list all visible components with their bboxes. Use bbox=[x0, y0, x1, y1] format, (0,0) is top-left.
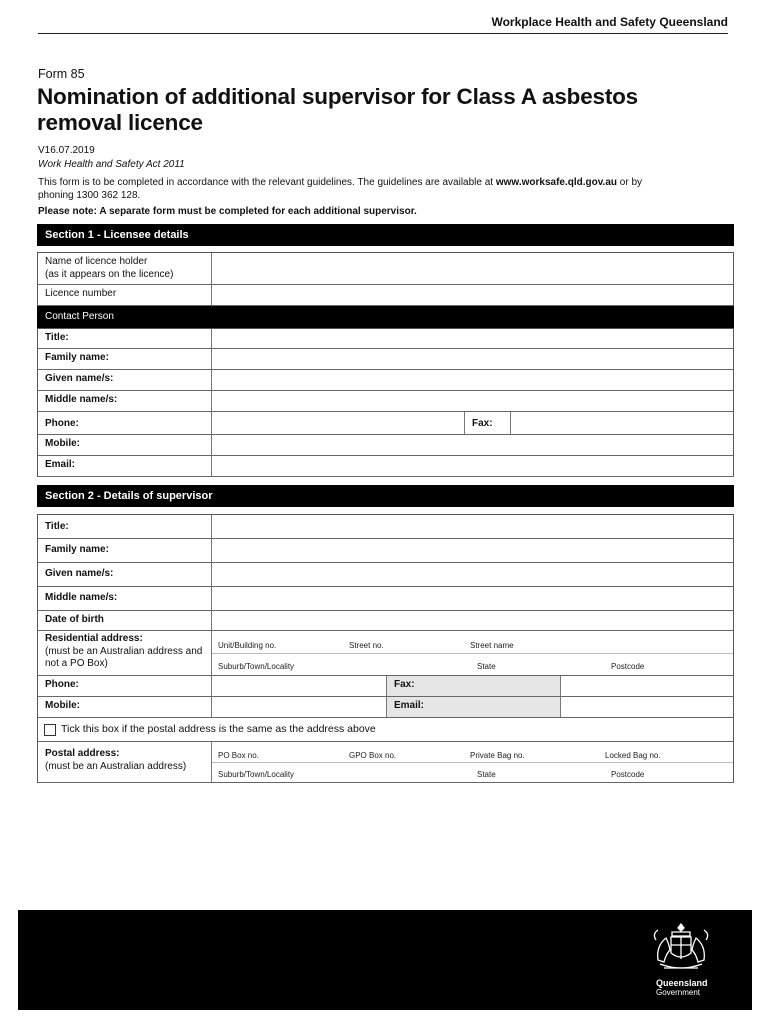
queensland-crest-icon bbox=[650, 920, 712, 976]
s2-title-field[interactable] bbox=[212, 515, 733, 538]
s1-email-row bbox=[37, 456, 734, 477]
s2-given-label: Given name/s: bbox=[38, 563, 212, 586]
s2-res-divider bbox=[212, 653, 733, 654]
s2-dob-field[interactable] bbox=[212, 611, 733, 630]
s2-given-field[interactable] bbox=[212, 563, 733, 586]
section1-heading: Section 1 - Licensee details bbox=[37, 224, 734, 246]
holder-row bbox=[37, 252, 734, 285]
s2-postal-label-text: Postal address: bbox=[45, 748, 120, 759]
s2-postal-postcode-label: Postcode bbox=[611, 770, 645, 779]
s2-family-row bbox=[37, 539, 734, 563]
licence-row bbox=[37, 285, 734, 306]
s1-phone-row bbox=[37, 412, 734, 435]
s2-dob-row bbox=[37, 611, 734, 631]
s2-postal-state-label: State bbox=[477, 770, 496, 779]
s2-pobox-label: PO Box no. bbox=[218, 751, 259, 760]
s1-title-row bbox=[37, 328, 734, 349]
guidelines-link[interactable]: www.worksafe.qld.gov.au bbox=[495, 177, 617, 188]
s2-fax-label-cell bbox=[386, 676, 560, 696]
contact-person-bar: Contact Person bbox=[37, 306, 734, 328]
s2-phone-field[interactable] bbox=[212, 676, 733, 696]
s1-middle-label: Middle name/s: bbox=[38, 391, 212, 411]
s1-given-field[interactable] bbox=[212, 370, 733, 390]
s2-postal-sublabel: (must be an Australian address) bbox=[45, 760, 187, 772]
s2-fax-field[interactable] bbox=[560, 676, 733, 696]
s1-middle-field[interactable] bbox=[212, 391, 733, 411]
s1-title-field[interactable] bbox=[212, 329, 733, 348]
s1-fax-field[interactable] bbox=[510, 412, 733, 434]
s2-postal-row bbox=[37, 742, 734, 783]
brand-government: Government bbox=[656, 988, 701, 997]
s2-postal-divider bbox=[212, 762, 733, 763]
s1-family-label: Family name: bbox=[38, 349, 212, 369]
s2-residential-row bbox=[37, 631, 734, 676]
postal-same-label: Tick this box if the postal address is the same as the address above bbox=[61, 723, 376, 735]
s2-postcode-label: Postcode bbox=[611, 662, 645, 671]
s2-family-label: Family name: bbox=[38, 539, 212, 562]
note: Please note: A separate form must be completed for each additional supervisor. bbox=[38, 206, 417, 217]
s1-mobile-label: Mobile: bbox=[38, 435, 212, 455]
s2-phone-row bbox=[37, 676, 734, 697]
s2-res-label-text: Residential address: bbox=[45, 633, 143, 644]
s1-family-row bbox=[37, 349, 734, 370]
s1-family-field[interactable] bbox=[212, 349, 733, 369]
brand-name: Queensland bbox=[656, 978, 708, 988]
s2-middle-row bbox=[37, 587, 734, 611]
s2-residential-label bbox=[38, 631, 212, 675]
act-name: Work Health and Safety Act 2011 bbox=[38, 159, 185, 170]
licence-field[interactable] bbox=[212, 285, 733, 305]
section2-heading: Section 2 - Details of supervisor bbox=[37, 485, 734, 507]
s2-postal-field[interactable] bbox=[212, 742, 733, 782]
s2-state-label: State bbox=[477, 662, 496, 671]
s1-email-field[interactable] bbox=[212, 456, 733, 476]
holder-label bbox=[38, 253, 212, 284]
instructions bbox=[38, 176, 678, 202]
s1-fax-label-cell bbox=[464, 412, 510, 434]
s2-email-label: Email: bbox=[394, 700, 425, 711]
s2-email-label-cell bbox=[386, 697, 560, 717]
s2-streetname-label: Street name bbox=[470, 641, 514, 650]
s2-dob-label: Date of birth bbox=[38, 611, 212, 630]
licence-label: Licence number bbox=[38, 285, 212, 305]
footer-band bbox=[18, 910, 752, 1010]
s2-family-field[interactable] bbox=[212, 539, 733, 562]
holder-sublabel: (as it appears on the licence) bbox=[45, 268, 174, 280]
s2-postal-label bbox=[38, 742, 212, 782]
s1-fax-label: Fax: bbox=[472, 418, 493, 429]
s2-title-row bbox=[37, 514, 734, 539]
s2-unit-label: Unit/Building no. bbox=[218, 641, 277, 650]
s1-phone-label: Phone: bbox=[38, 412, 212, 434]
s2-streetno-label: Street no. bbox=[349, 641, 384, 650]
s2-gpobox-label: GPO Box no. bbox=[349, 751, 397, 760]
s2-mobile-label: Mobile: bbox=[38, 697, 212, 717]
s2-suburb-label: Suburb/Town/Locality bbox=[218, 662, 295, 671]
instructions-phone: or by phoning 1300 362 128. bbox=[38, 177, 643, 201]
s2-phone-label: Phone: bbox=[38, 676, 212, 696]
s1-email-label: Email: bbox=[38, 456, 212, 476]
s2-title-label: Title: bbox=[38, 515, 212, 538]
form-version: V16.07.2019 bbox=[38, 145, 95, 156]
page-header bbox=[38, 14, 728, 34]
s2-email-field[interactable] bbox=[560, 697, 733, 717]
holder-field[interactable] bbox=[212, 253, 733, 284]
s2-res-sublabel: (must be an Australian address and not a PO Box) bbox=[45, 645, 203, 669]
postal-same-checkbox[interactable] bbox=[44, 724, 56, 736]
s2-lockedbag-label: Locked Bag no. bbox=[605, 751, 661, 760]
s1-mobile-row bbox=[37, 435, 734, 456]
s1-middle-row bbox=[37, 391, 734, 412]
org-name: Workplace Health and Safety Queensland bbox=[491, 15, 728, 29]
s2-fax-label: Fax: bbox=[394, 679, 415, 690]
s2-middle-field[interactable] bbox=[212, 587, 733, 610]
page-title: Nomination of additional supervisor for Class A asbestos removal licence bbox=[37, 84, 638, 135]
s1-phone-field[interactable] bbox=[212, 412, 733, 434]
s2-postal-suburb-label: Suburb/Town/Locality bbox=[218, 770, 295, 779]
s1-given-label: Given name/s: bbox=[38, 370, 212, 390]
s2-given-row bbox=[37, 563, 734, 587]
s1-title-label: Title: bbox=[38, 329, 212, 348]
instructions-text: This form is to be completed in accordance with the relevant guidelines. The guidelines are available at bbox=[38, 177, 496, 188]
s1-given-row bbox=[37, 370, 734, 391]
s2-middle-label: Middle name/s: bbox=[38, 587, 212, 610]
s2-privatebag-label: Private Bag no. bbox=[470, 751, 525, 760]
s2-mobile-row bbox=[37, 697, 734, 718]
s2-mobile-field[interactable] bbox=[212, 697, 733, 717]
s2-residential-field[interactable] bbox=[212, 631, 733, 675]
s1-mobile-field[interactable] bbox=[212, 435, 733, 455]
form-number: Form 85 bbox=[38, 67, 85, 81]
holder-label-text: Name of licence holder bbox=[45, 256, 148, 267]
